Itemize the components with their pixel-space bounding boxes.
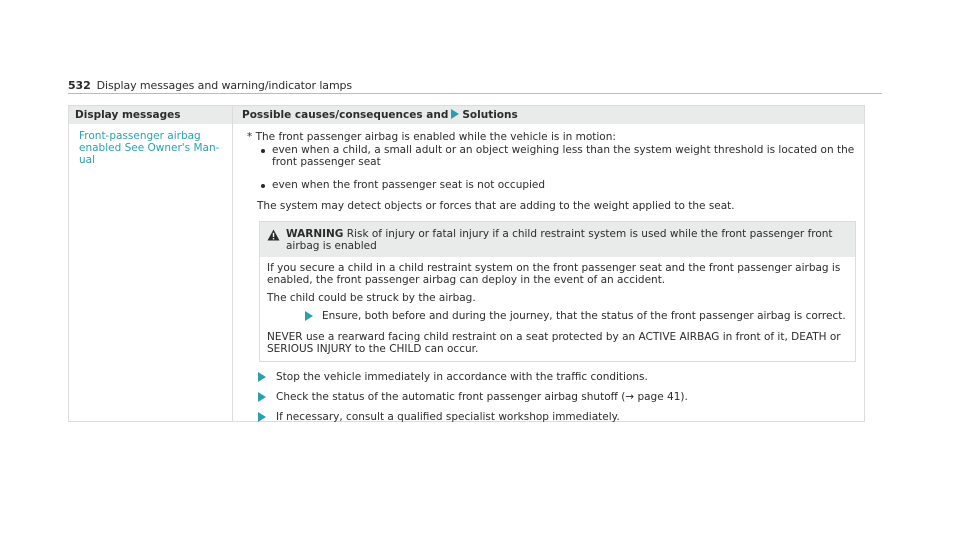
page-reference-link[interactable]: page 41 <box>637 391 681 403</box>
bullet-1 <box>272 144 854 168</box>
warning-label: WARNING <box>286 228 344 240</box>
step-2 <box>276 391 688 403</box>
warning-header <box>260 222 855 257</box>
warning-para-3-line: SERIOUS INJURY to the CHILD can occur. <box>267 343 479 355</box>
step-1: Stop the vehicle immediately in accordance with the traffic conditions. <box>276 371 648 383</box>
col-header-solutions-text: Solutions <box>462 109 518 121</box>
warning-head-line1: Risk of injury or fatal injury if a child restraint system is used while the front passenger front <box>346 228 833 240</box>
step-2-text: Check the status of the automatic front passenger airbag shutoff ( <box>276 391 626 403</box>
warning-para-3-line: NEVER use a rearward facing child restraint on a seat protected by an ACTIVE AIRBAG in front of it, DEATH or <box>267 331 841 343</box>
display-message-line: ual <box>79 154 96 166</box>
warning-heading <box>286 228 833 252</box>
section-title: Display messages and warning/indicator lamps <box>96 79 353 92</box>
messages-table <box>68 105 865 422</box>
bullet-2: even when the front passenger seat is not occupied <box>272 179 546 191</box>
step-3: If necessary, consult a qualified specialist workshop immediately. <box>276 411 620 423</box>
warning-triangle-icon <box>267 229 280 241</box>
detect-text: The system may detect objects or forces that are adding to the weight applied to the seat. <box>257 200 735 212</box>
step-arrow-icon <box>258 412 266 422</box>
table-header-row <box>69 106 864 124</box>
warning-head-line2: airbag is enabled <box>286 240 377 252</box>
col-header-causes <box>242 109 518 121</box>
intro-text: * The front passenger airbag is enabled while the vehicle is in motion: <box>247 131 616 143</box>
page-number: 532 <box>68 79 91 92</box>
bullet-1-line: front passenger seat <box>272 156 381 168</box>
warning-para-1 <box>267 262 840 286</box>
column-divider <box>232 106 233 421</box>
bullet-1-line: even when a child, a small adult or an object weighing less than the system weight threshold is located on the <box>272 144 855 156</box>
warning-para-3 <box>267 331 841 355</box>
warning-box <box>259 221 856 362</box>
warning-step: Ensure, both before and during the journey, that the status of the front passenger airbag is correct. <box>322 310 846 322</box>
step-arrow-icon <box>305 311 313 321</box>
warning-para-2: The child could be struck by the airbag. <box>267 292 476 304</box>
bullet-dot <box>261 184 265 188</box>
step-arrow-icon <box>258 372 266 382</box>
step-arrow-icon <box>258 392 266 402</box>
header-rule <box>68 93 882 94</box>
col-header-causes-text: Possible causes/consequences and <box>242 109 449 121</box>
solution-arrow-icon <box>451 109 459 119</box>
warning-para-1-line: If you secure a child in a child restraint system on the front passenger seat and the front passenger airbag is <box>267 262 841 274</box>
display-message-line: Front-passenger airbag <box>79 130 201 142</box>
display-message-line: enabled See Owner's Man- <box>79 142 220 154</box>
col-header-display-messages: Display messages <box>75 109 181 121</box>
warning-para-1-line: enabled, the front passenger airbag can deploy in the event of an accident. <box>267 274 666 286</box>
page-header <box>68 79 352 92</box>
bullet-dot <box>261 149 265 153</box>
display-message <box>79 130 229 166</box>
page-ref-arrow-icon: → <box>625 391 635 403</box>
step-2-text-end: ). <box>680 391 688 403</box>
